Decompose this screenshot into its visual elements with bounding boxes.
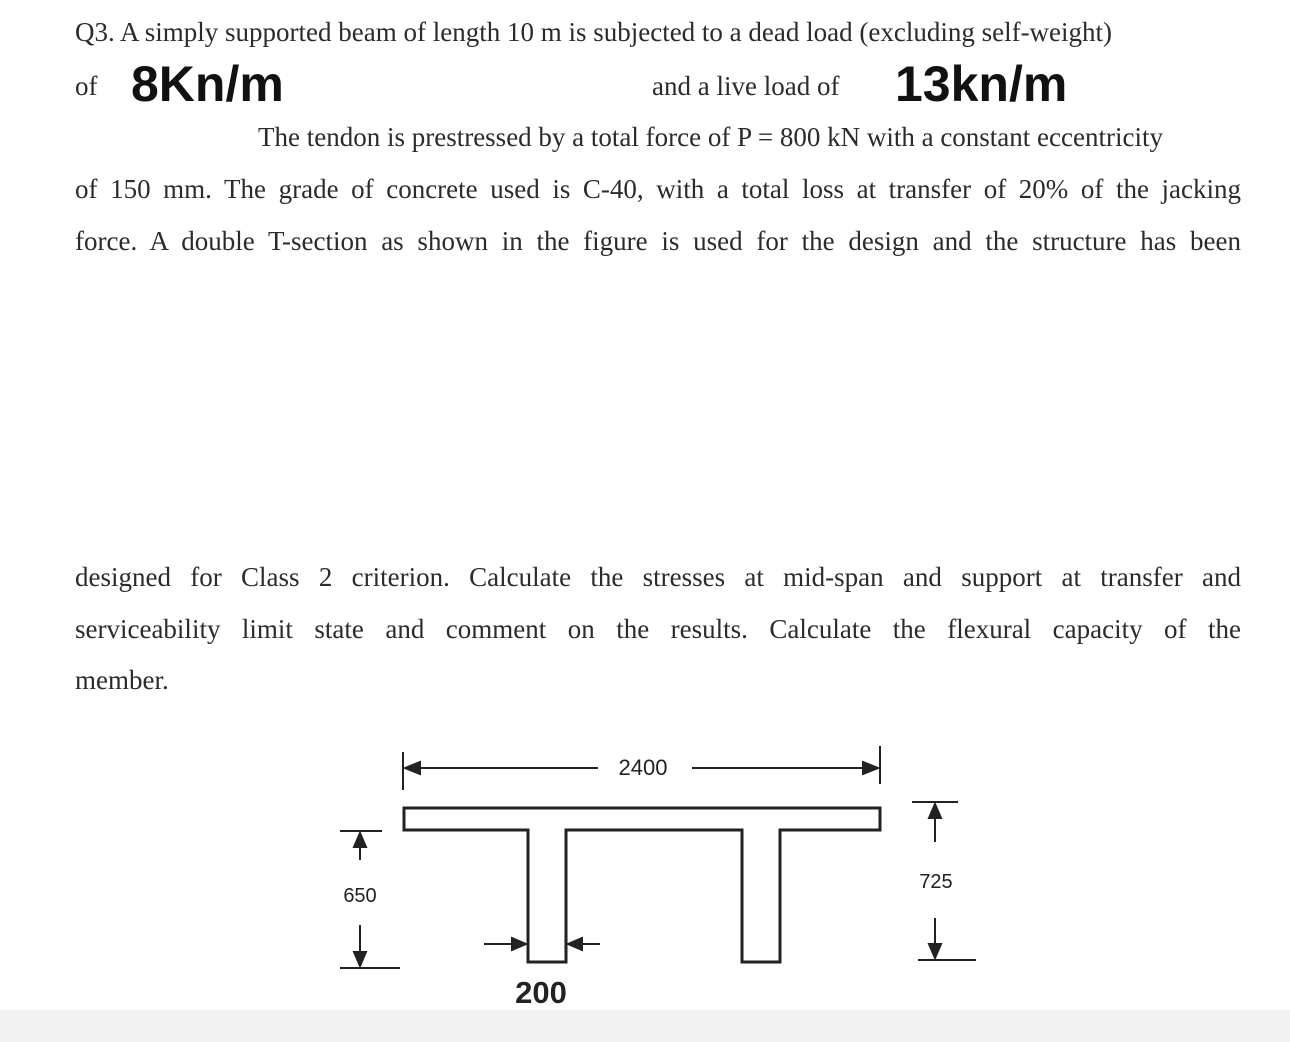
dead-load-value: 8Kn/m xyxy=(131,56,284,112)
question-line-7: serviceability limit state and comment on the results. Calculate the flexural capacity of the xyxy=(75,614,1241,644)
question-line-4: of 150 mm. The grade of concrete used is C-40, with a total loss at transfer of 20% of the jacking xyxy=(75,174,1241,204)
question-line-6: designed for Class 2 criterion. Calculate the stresses at mid-span and support at transfer and xyxy=(75,562,1241,592)
web-width-label: 200 xyxy=(515,975,567,1010)
live-load-value: 13kn/m xyxy=(895,56,1068,112)
question-line-3: The tendon is prestressed by a total force of P = 800 kN with a constant eccentricity xyxy=(258,122,1163,152)
left-height-label: 650 xyxy=(343,885,377,907)
width-dim-label: 2400 xyxy=(618,755,668,780)
of-label: of xyxy=(75,71,98,101)
width-arrow-right xyxy=(863,762,878,774)
web-width-dimension xyxy=(484,938,600,950)
width-arrow-left xyxy=(405,762,420,774)
question-line-8: member. xyxy=(75,665,169,695)
question-line-5: force. A double T-section as shown in the figure is used for the design and the structure has been xyxy=(75,226,1241,256)
bottom-band xyxy=(0,1010,1290,1042)
question-line-1: Q3. A simply supported beam of length 10 m is subjected to a dead load (excluding self-weight) xyxy=(75,17,1113,47)
double-t-outline xyxy=(404,808,880,962)
live-load-label: and a live load of xyxy=(652,71,840,101)
right-height-label: 725 xyxy=(919,871,953,893)
